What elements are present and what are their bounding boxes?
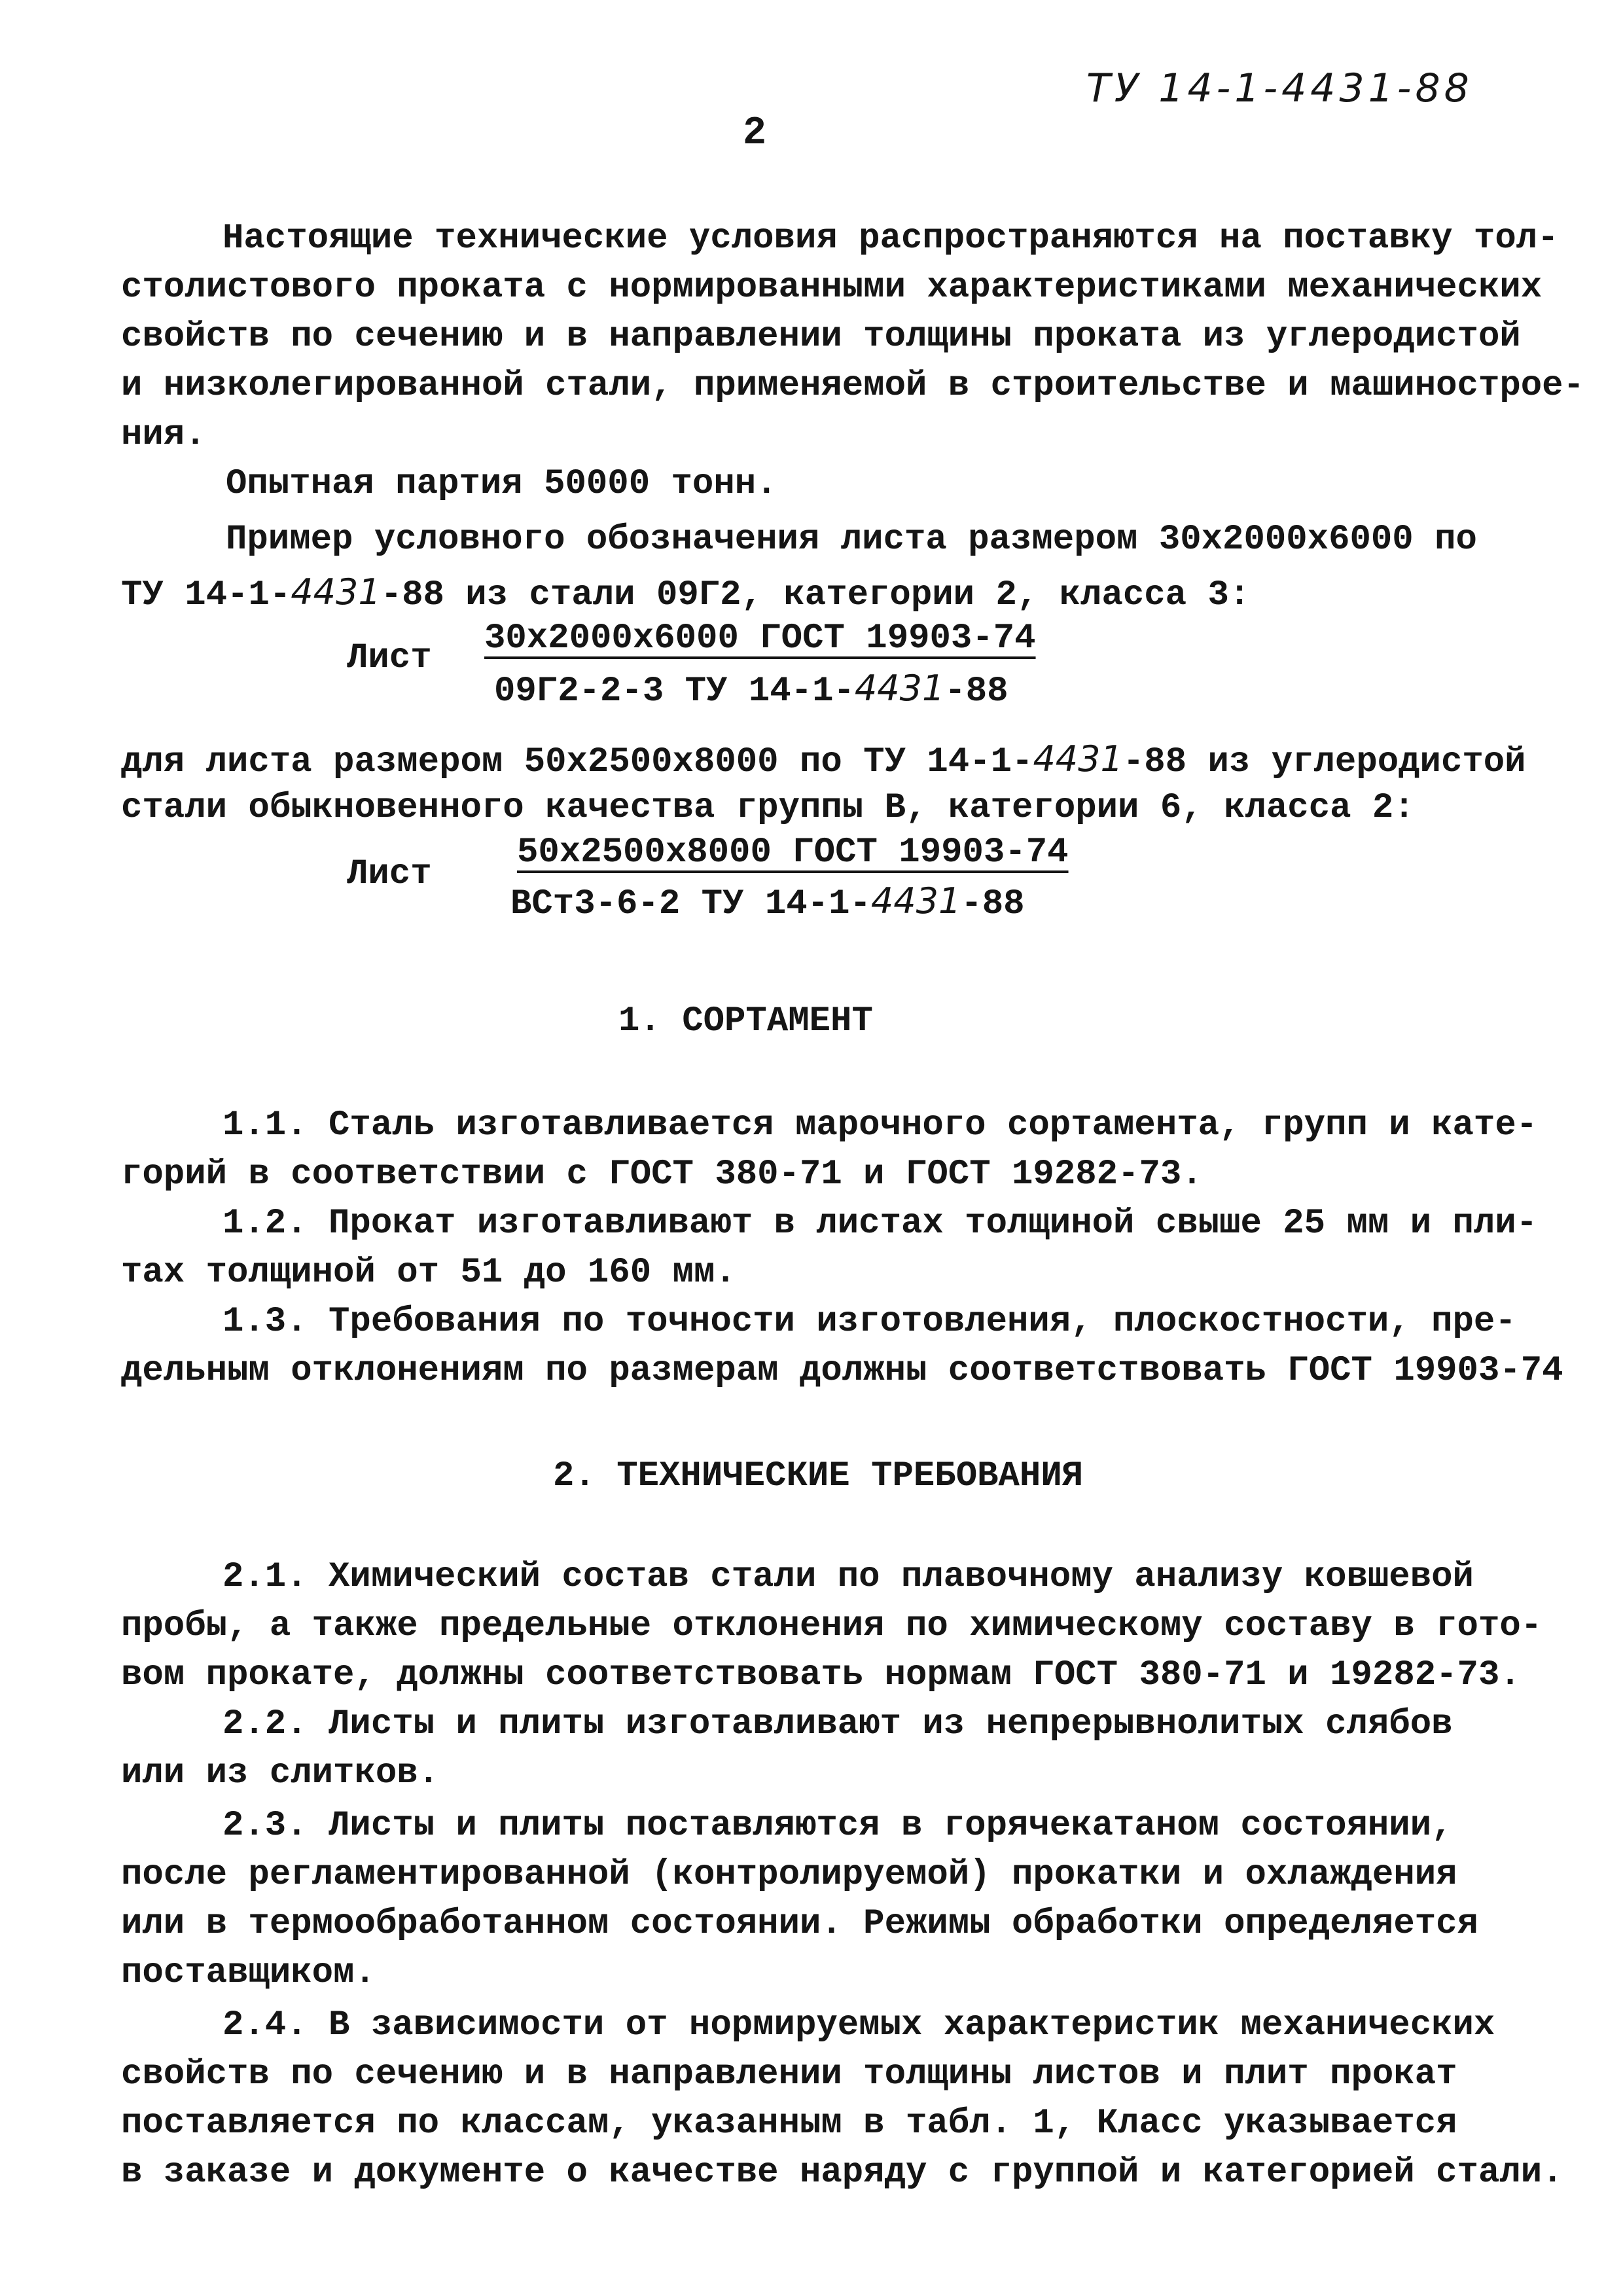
- intro-line: Настоящие технические условия распространяются на поставку тол-: [223, 219, 1559, 259]
- section-line: пробы, а также предельные отклонения по химическому составу в гото-: [121, 1606, 1543, 1646]
- section-line: после регламентированной (контролируемой) прокатки и охлаждения: [121, 1855, 1457, 1895]
- handwritten-number: 4431: [291, 571, 381, 613]
- section-line: дельным отклонениям по размерам должны соответствовать ГОСТ 19903-74: [121, 1351, 1563, 1391]
- section-line: 2.1. Химический состав стали по плавочному анализу ковшевой: [223, 1557, 1474, 1597]
- section-heading: 2. ТЕХНИЧЕСКИЕ ТРЕБОВАНИЯ: [553, 1456, 1084, 1496]
- designation-label: Лист: [347, 638, 432, 678]
- designation-denominator: ВСт3-6-2 ТУ 14-1-4431-88: [510, 880, 1025, 924]
- section-line: 2.4. В зависимости от нормируемых характеристик механических: [223, 2005, 1495, 2045]
- section-line: поставщиком.: [121, 1953, 376, 1993]
- section-line: 2.3. Листы и плиты поставляются в горячекатаном состоянии,: [223, 1806, 1453, 1846]
- example-line: ТУ 14-1-4431-88 из стали 09Г2, категории 2, класса 3:: [121, 571, 1251, 615]
- designation-label: Лист: [347, 854, 432, 894]
- section-line: горий в соответствии с ГОСТ 380-71 и ГОСТ 19282-73.: [121, 1155, 1203, 1194]
- designation-denominator: 09Г2-2-3 ТУ 14-1-4431-88: [494, 668, 1008, 711]
- section-line: вом прокате, должны соответствовать нормам ГОСТ 380-71 и 19282-73.: [121, 1655, 1521, 1695]
- section-line: 1.3. Требования по точности изготовления, плоскостности, пре-: [223, 1302, 1516, 1342]
- section-line: поставляется по классам, указанным в табл. 1, Класс указывается: [121, 2104, 1457, 2144]
- designation-numerator: 30х2000х6000 ГОСТ 19903-74: [484, 619, 1036, 658]
- section-line: в заказе и документе о качестве наряду с группой и категорией стали.: [121, 2153, 1563, 2193]
- intro-line: и низколегированной стали, применяемой в строительстве и машинострое-: [121, 366, 1584, 406]
- section-line: или из слитков.: [121, 1753, 440, 1793]
- section-line: свойств по сечению и в направлении толщины листов и плит прокат: [121, 2054, 1457, 2094]
- section-line: тах толщиной от 51 до 160 мм.: [121, 1253, 736, 1293]
- page-number: 2: [743, 111, 767, 156]
- designation-numerator: 50х2500х8000 ГОСТ 19903-74: [517, 833, 1069, 872]
- intro-line: ния.: [121, 415, 206, 455]
- section-line: 2.2. Листы и плиты изготавливают из непрерывнолитых слябов: [223, 1704, 1453, 1744]
- example-line: Пример условного обозначения листа размером 30х2000х6000 по: [226, 520, 1477, 560]
- section-heading: 1. СОРТАМЕНТ: [618, 1001, 873, 1041]
- batch-line: Опытная партия 50000 тонн.: [226, 464, 777, 504]
- example-line: для листа размером 50х2500х8000 по ТУ 14-1-4431-88 из углеродистой: [121, 738, 1526, 782]
- example-line: стали обыкновенного качества группы В, категории 6, класса 2:: [121, 788, 1415, 828]
- handwritten-number: 4431: [870, 880, 961, 922]
- handwritten-number: 4431: [1033, 738, 1123, 780]
- section-line: 1.1. Сталь изготавливается марочного сортамента, групп и кате-: [223, 1105, 1538, 1145]
- document-code: ТУ 14-1-4431-88: [1086, 65, 1473, 111]
- intro-line: столистового проката с нормированными характеристиками механических: [121, 268, 1543, 308]
- section-line: 1.2. Прокат изготавливают в листах толщиной свыше 25 мм и пли-: [223, 1204, 1538, 1244]
- section-line: или в термообработанном состоянии. Режимы обработки определяется: [121, 1904, 1478, 1944]
- intro-line: свойств по сечению и в направлении толщины проката из углеродистой: [121, 317, 1521, 357]
- handwritten-number: 4431: [854, 668, 945, 709]
